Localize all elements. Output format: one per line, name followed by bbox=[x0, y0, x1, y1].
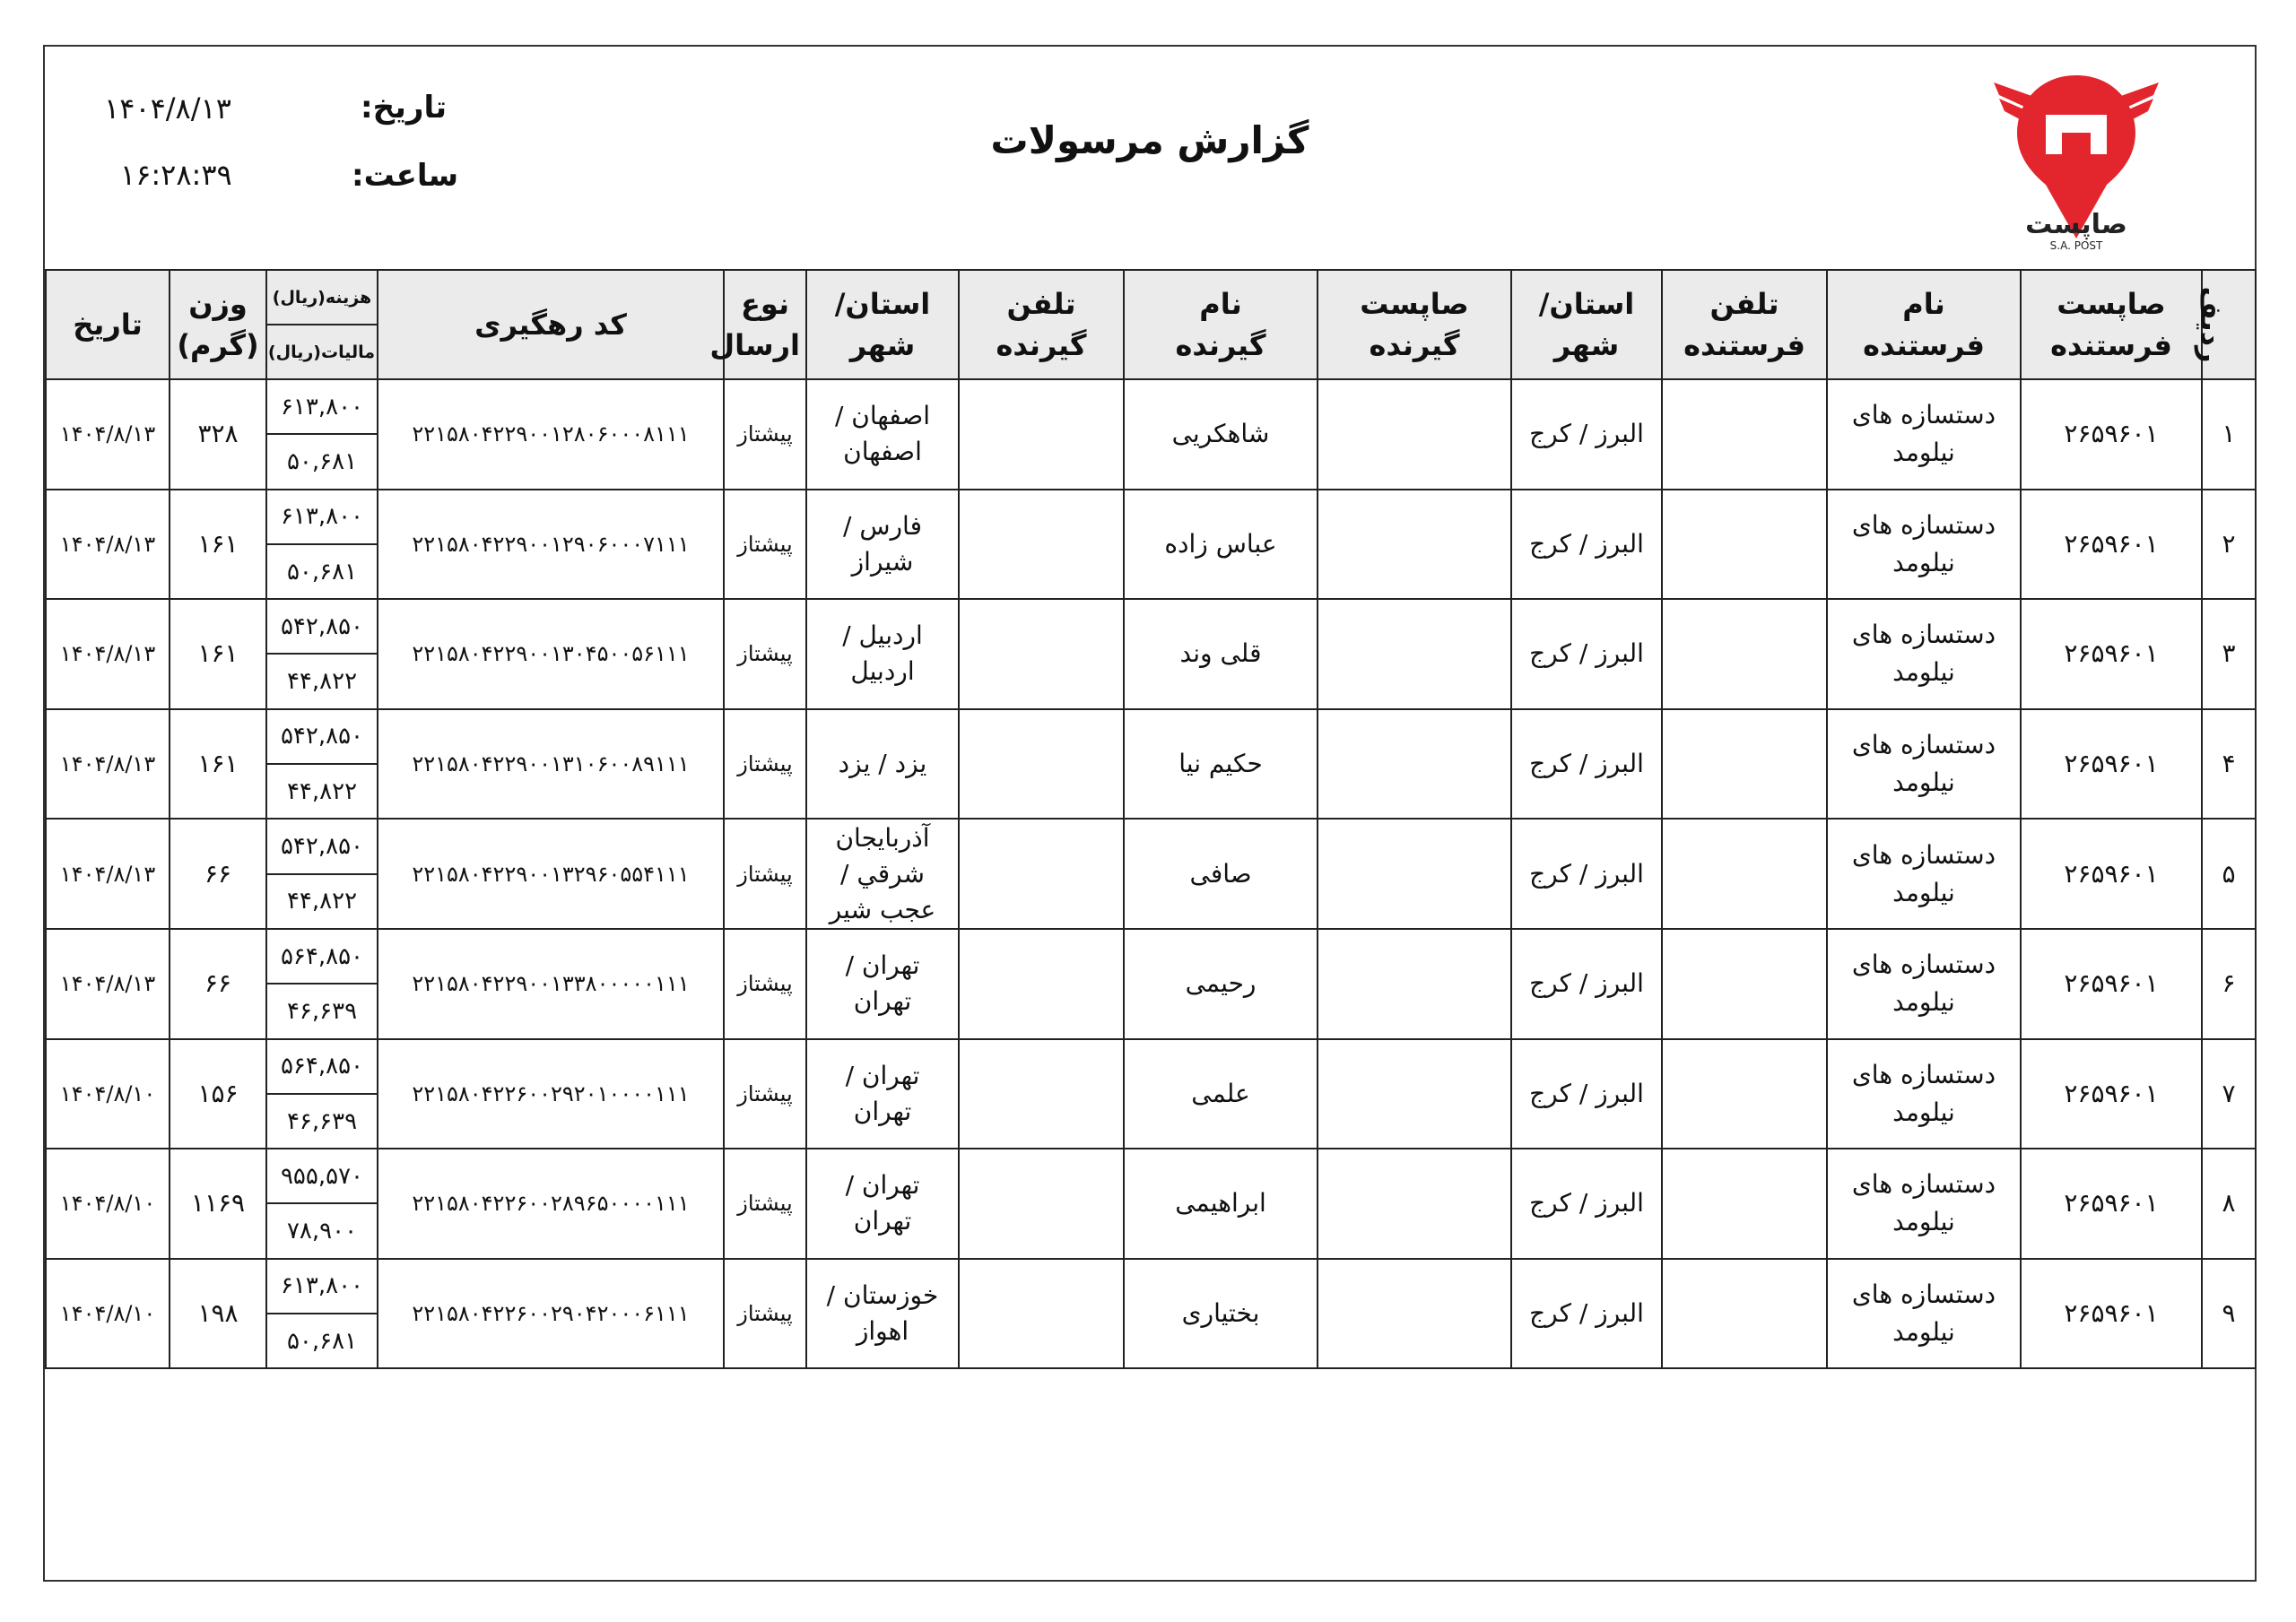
sender-city: البرز / کرج bbox=[1511, 929, 1662, 1039]
receiver-phone bbox=[959, 379, 1124, 490]
receiver-sapost bbox=[1318, 1259, 1511, 1369]
tracking-code: ۲۲۱۵۸۰۴۲۲۹۰۰۱۳۰۴۵۰۰۵۶۱۱۱ bbox=[378, 599, 724, 709]
receiver-phone bbox=[959, 709, 1124, 820]
row-number: ۵ bbox=[2202, 819, 2256, 929]
col-send-type: نوع ارسال bbox=[724, 270, 806, 379]
cost-value: ۶۱۳,۸۰۰ bbox=[266, 490, 378, 544]
sender-phone bbox=[1662, 709, 1827, 820]
sender-name: دستسازه های نیلومد bbox=[1827, 819, 2021, 929]
report-header bbox=[45, 47, 2255, 269]
sender-sapost: ۲۶۵۹۶۰۱ bbox=[2021, 1149, 2202, 1259]
sapost-logo-icon bbox=[1987, 65, 2166, 253]
cost-value: ۶۱۳,۸۰۰ bbox=[266, 379, 378, 434]
sender-city: البرز / کرج bbox=[1511, 599, 1662, 709]
tax-value: ۵۰,۶۸۱ bbox=[266, 1314, 378, 1368]
sender-name: دستسازه های نیلومد bbox=[1827, 599, 2021, 709]
col-sender-city: استان/ شهر bbox=[1511, 270, 1662, 379]
receiver-phone bbox=[959, 929, 1124, 1039]
date-label: تاریخ: bbox=[361, 90, 447, 126]
date-value: ۱۴۰۴/۸/۱۰ bbox=[46, 1259, 170, 1369]
date-value: ۱۴۰۴/۸/۱۳ bbox=[46, 819, 170, 929]
sender-sapost: ۲۶۵۹۶۰۱ bbox=[2021, 490, 2202, 600]
col-sender-phone: تلفن فرستنده bbox=[1662, 270, 1827, 379]
weight-value: ۱۵۶ bbox=[170, 1039, 266, 1149]
receiver-city: اصفهان / اصفهان bbox=[806, 379, 959, 490]
row-number: ۳ bbox=[2202, 599, 2256, 709]
receiver-phone bbox=[959, 490, 1124, 600]
receiver-name: بختیاری bbox=[1124, 1259, 1318, 1369]
tax-value: ۴۴,۸۲۲ bbox=[266, 764, 378, 819]
sender-phone bbox=[1662, 379, 1827, 490]
weight-value: ۱۶۱ bbox=[170, 599, 266, 709]
col-date: تاریخ bbox=[46, 270, 170, 379]
sender-phone bbox=[1662, 1039, 1827, 1149]
col-sender-sapost: صاپست فرستنده bbox=[2021, 270, 2202, 379]
table-row bbox=[46, 379, 2256, 434]
sender-name: دستسازه های نیلومد bbox=[1827, 1259, 2021, 1369]
receiver-city: یزد / یزد bbox=[806, 709, 959, 820]
cost-value: ۵۶۴,۸۵۰ bbox=[266, 929, 378, 984]
send-type: پیشتاز bbox=[724, 1039, 806, 1149]
sender-name: دستسازه های نیلومد bbox=[1827, 1039, 2021, 1149]
tracking-code: ۲۲۱۵۸۰۴۲۲۶۰۰۲۹۰۴۲۰۰۰۶۱۱۱ bbox=[378, 1259, 724, 1369]
sender-city: البرز / کرج bbox=[1511, 1149, 1662, 1259]
row-number: ۲ bbox=[2202, 490, 2256, 600]
receiver-name: قلی وند bbox=[1124, 599, 1318, 709]
send-type: پیشتاز bbox=[724, 819, 806, 929]
sender-phone bbox=[1662, 1149, 1827, 1259]
row-number: ۴ bbox=[2202, 709, 2256, 820]
weight-value: ۱۱۶۹ bbox=[170, 1149, 266, 1259]
date-value: ۱۴۰۴/۸/۱۳ bbox=[46, 490, 170, 600]
sender-name: دستسازه های نیلومد bbox=[1827, 1149, 2021, 1259]
receiver-city: تهران / تهران bbox=[806, 1149, 959, 1259]
tax-value: ۴۴,۸۲۲ bbox=[266, 874, 378, 929]
receiver-city: خوزستان / اهواز bbox=[806, 1259, 959, 1369]
cost-value: ۹۵۵,۵۷۰ bbox=[266, 1149, 378, 1203]
sender-sapost: ۲۶۵۹۶۰۱ bbox=[2021, 709, 2202, 820]
sender-sapost: ۲۶۵۹۶۰۱ bbox=[2021, 1039, 2202, 1149]
weight-value: ۱۹۸ bbox=[170, 1259, 266, 1369]
date-value: ۱۴۰۴/۸/۱۳ bbox=[46, 379, 170, 490]
table-row bbox=[46, 1149, 2256, 1203]
send-type: پیشتاز bbox=[724, 929, 806, 1039]
receiver-sapost bbox=[1318, 379, 1511, 490]
page-title: گزارش مرسولات bbox=[990, 118, 1309, 162]
receiver-city: اردبیل / اردبیل bbox=[806, 599, 959, 709]
weight-value: ۶۶ bbox=[170, 929, 266, 1039]
tax-value: ۴۶,۶۳۹ bbox=[266, 1094, 378, 1149]
col-receiver-phone: تلفن گیرنده bbox=[959, 270, 1124, 379]
send-type: پیشتاز bbox=[724, 599, 806, 709]
receiver-phone bbox=[959, 1149, 1124, 1259]
receiver-name: رحیمی bbox=[1124, 929, 1318, 1039]
tax-value: ۴۶,۶۳۹ bbox=[266, 984, 378, 1038]
sender-phone bbox=[1662, 1259, 1827, 1369]
sender-phone bbox=[1662, 819, 1827, 929]
logo-wordmark: صاپست bbox=[2025, 209, 2127, 240]
receiver-name: شاهکریی bbox=[1124, 379, 1318, 490]
tracking-code: ۲۲۱۵۸۰۴۲۲۹۰۰۱۳۱۰۶۰۰۸۹۱۱۱ bbox=[378, 709, 724, 820]
receiver-sapost bbox=[1318, 599, 1511, 709]
tax-value: ۷۸,۹۰۰ bbox=[266, 1203, 378, 1258]
table-row bbox=[46, 599, 2256, 654]
sender-phone bbox=[1662, 490, 1827, 600]
table-row bbox=[46, 709, 2256, 764]
date-value: ۱۴۰۴/۸/۱۳ bbox=[46, 709, 170, 820]
table-row bbox=[46, 1259, 2256, 1314]
receiver-city: آذربایجان شرقي / عجب شیر bbox=[806, 819, 959, 929]
tracking-code: ۲۲۱۵۸۰۴۲۲۹۰۰۱۳۳۸۰۰۰۰۰۱۱۱ bbox=[378, 929, 724, 1039]
col-weight: وزن (گرم) bbox=[170, 270, 266, 379]
receiver-sapost bbox=[1318, 490, 1511, 600]
sender-city: البرز / کرج bbox=[1511, 490, 1662, 600]
date-value: ۱۴۰۴/۸/۱۰ bbox=[46, 1149, 170, 1259]
weight-value: ۱۶۱ bbox=[170, 709, 266, 820]
receiver-phone bbox=[959, 1259, 1124, 1369]
cost-value: ۵۶۴,۸۵۰ bbox=[266, 1039, 378, 1094]
cost-value: ۶۱۳,۸۰۰ bbox=[266, 1259, 378, 1314]
receiver-phone bbox=[959, 1039, 1124, 1149]
sender-sapost: ۲۶۵۹۶۰۱ bbox=[2021, 599, 2202, 709]
tracking-code: ۲۲۱۵۸۰۴۲۲۶۰۰۲۸۹۶۵۰۰۰۰۱۱۱ bbox=[378, 1149, 724, 1259]
sender-phone bbox=[1662, 599, 1827, 709]
date-value: ۱۴۰۴/۸/۱۰ bbox=[46, 1039, 170, 1149]
tracking-code: ۲۲۱۵۸۰۴۲۲۹۰۰۱۲۸۰۶۰۰۰۸۱۱۱ bbox=[378, 379, 724, 490]
col-cost: هزینه(ریال) bbox=[266, 270, 378, 325]
logo-subtext: S.A. POST bbox=[2049, 239, 2103, 252]
col-tax: مالیات(ریال) bbox=[266, 325, 378, 379]
weight-value: ۳۲۸ bbox=[170, 379, 266, 490]
table-row bbox=[46, 1039, 2256, 1094]
cost-value: ۵۴۲,۸۵۰ bbox=[266, 819, 378, 873]
row-number: ۶ bbox=[2202, 929, 2256, 1039]
tracking-code: ۲۲۱۵۸۰۴۲۲۹۰۰۱۳۲۹۶۰۵۵۴۱۱۱ bbox=[378, 819, 724, 929]
cost-value: ۵۴۲,۸۵۰ bbox=[266, 599, 378, 654]
sender-name: دستسازه های نیلومد bbox=[1827, 379, 2021, 490]
row-number: ۷ bbox=[2202, 1039, 2256, 1149]
sender-city: البرز / کرج bbox=[1511, 379, 1662, 490]
weight-value: ۱۶۱ bbox=[170, 490, 266, 600]
receiver-name: حکیم نیا bbox=[1124, 709, 1318, 820]
table-header-row bbox=[46, 270, 2256, 325]
receiver-sapost bbox=[1318, 709, 1511, 820]
tracking-code: ۲۲۱۵۸۰۴۲۲۹۰۰۱۲۹۰۶۰۰۰۷۱۱۱ bbox=[378, 490, 724, 600]
weight-value: ۶۶ bbox=[170, 819, 266, 929]
sender-name: دستسازه های نیلومد bbox=[1827, 490, 2021, 600]
receiver-city: فارس / شیراز bbox=[806, 490, 959, 600]
send-type: پیشتاز bbox=[724, 379, 806, 490]
table-row bbox=[46, 929, 2256, 984]
col-row: ردیف bbox=[2202, 270, 2256, 379]
receiver-city: تهران / تهران bbox=[806, 1039, 959, 1149]
tax-value: ۴۴,۸۲۲ bbox=[266, 654, 378, 708]
sender-name: دستسازه های نیلومد bbox=[1827, 709, 2021, 820]
receiver-name: صافی bbox=[1124, 819, 1318, 929]
sender-city: البرز / کرج bbox=[1511, 709, 1662, 820]
receiver-phone bbox=[959, 599, 1124, 709]
table-row bbox=[46, 490, 2256, 544]
time-label: ساعت: bbox=[352, 158, 459, 194]
receiver-sapost bbox=[1318, 1149, 1511, 1259]
receiver-city: تهران / تهران bbox=[806, 929, 959, 1039]
tracking-code: ۲۲۱۵۸۰۴۲۲۶۰۰۲۹۲۰۱۰۰۰۰۱۱۱ bbox=[378, 1039, 724, 1149]
shipments-table bbox=[45, 269, 2257, 1369]
receiver-sapost bbox=[1318, 929, 1511, 1039]
receiver-phone bbox=[959, 819, 1124, 929]
date-value: ۱۴۰۴/۸/۱۳ bbox=[46, 929, 170, 1039]
sender-phone bbox=[1662, 929, 1827, 1039]
row-number: ۸ bbox=[2202, 1149, 2256, 1259]
date-value: ۱۴۰۴/۸/۱۳ bbox=[104, 91, 231, 126]
sender-sapost: ۲۶۵۹۶۰۱ bbox=[2021, 379, 2202, 490]
date-value: ۱۴۰۴/۸/۱۳ bbox=[46, 599, 170, 709]
col-receiver-sapost: صاپست گیرنده bbox=[1318, 270, 1511, 379]
col-receiver-city: استان/ شهر bbox=[806, 270, 959, 379]
report-sheet bbox=[43, 45, 2257, 1582]
send-type: پیشتاز bbox=[724, 709, 806, 820]
sender-city: البرز / کرج bbox=[1511, 1039, 1662, 1149]
receiver-name: علمی bbox=[1124, 1039, 1318, 1149]
table-row bbox=[46, 819, 2256, 873]
receiver-sapost bbox=[1318, 1039, 1511, 1149]
receiver-name: ابراهیمی bbox=[1124, 1149, 1318, 1259]
send-type: پیشتاز bbox=[724, 1149, 806, 1259]
send-type: پیشتاز bbox=[724, 1259, 806, 1369]
row-number: ۱ bbox=[2202, 379, 2256, 490]
cost-value: ۵۴۲,۸۵۰ bbox=[266, 709, 378, 764]
col-tracking: کد رهگیری bbox=[378, 270, 724, 379]
time-value: ۱۶:۲۸:۳۹ bbox=[120, 158, 232, 192]
col-sender-name: نام فرستنده bbox=[1827, 270, 2021, 379]
sender-city: البرز / کرج bbox=[1511, 819, 1662, 929]
sender-city: البرز / کرج bbox=[1511, 1259, 1662, 1369]
row-number: ۹ bbox=[2202, 1259, 2256, 1369]
tax-value: ۵۰,۶۸۱ bbox=[266, 434, 378, 489]
sender-sapost: ۲۶۵۹۶۰۱ bbox=[2021, 929, 2202, 1039]
col-receiver-name: نام گیرنده bbox=[1124, 270, 1318, 379]
sender-sapost: ۲۶۵۹۶۰۱ bbox=[2021, 819, 2202, 929]
sender-name: دستسازه های نیلومد bbox=[1827, 929, 2021, 1039]
send-type: پیشتاز bbox=[724, 490, 806, 600]
sender-sapost: ۲۶۵۹۶۰۱ bbox=[2021, 1259, 2202, 1369]
receiver-name: عباس زاده bbox=[1124, 490, 1318, 600]
tax-value: ۵۰,۶۸۱ bbox=[266, 544, 378, 599]
receiver-sapost bbox=[1318, 819, 1511, 929]
